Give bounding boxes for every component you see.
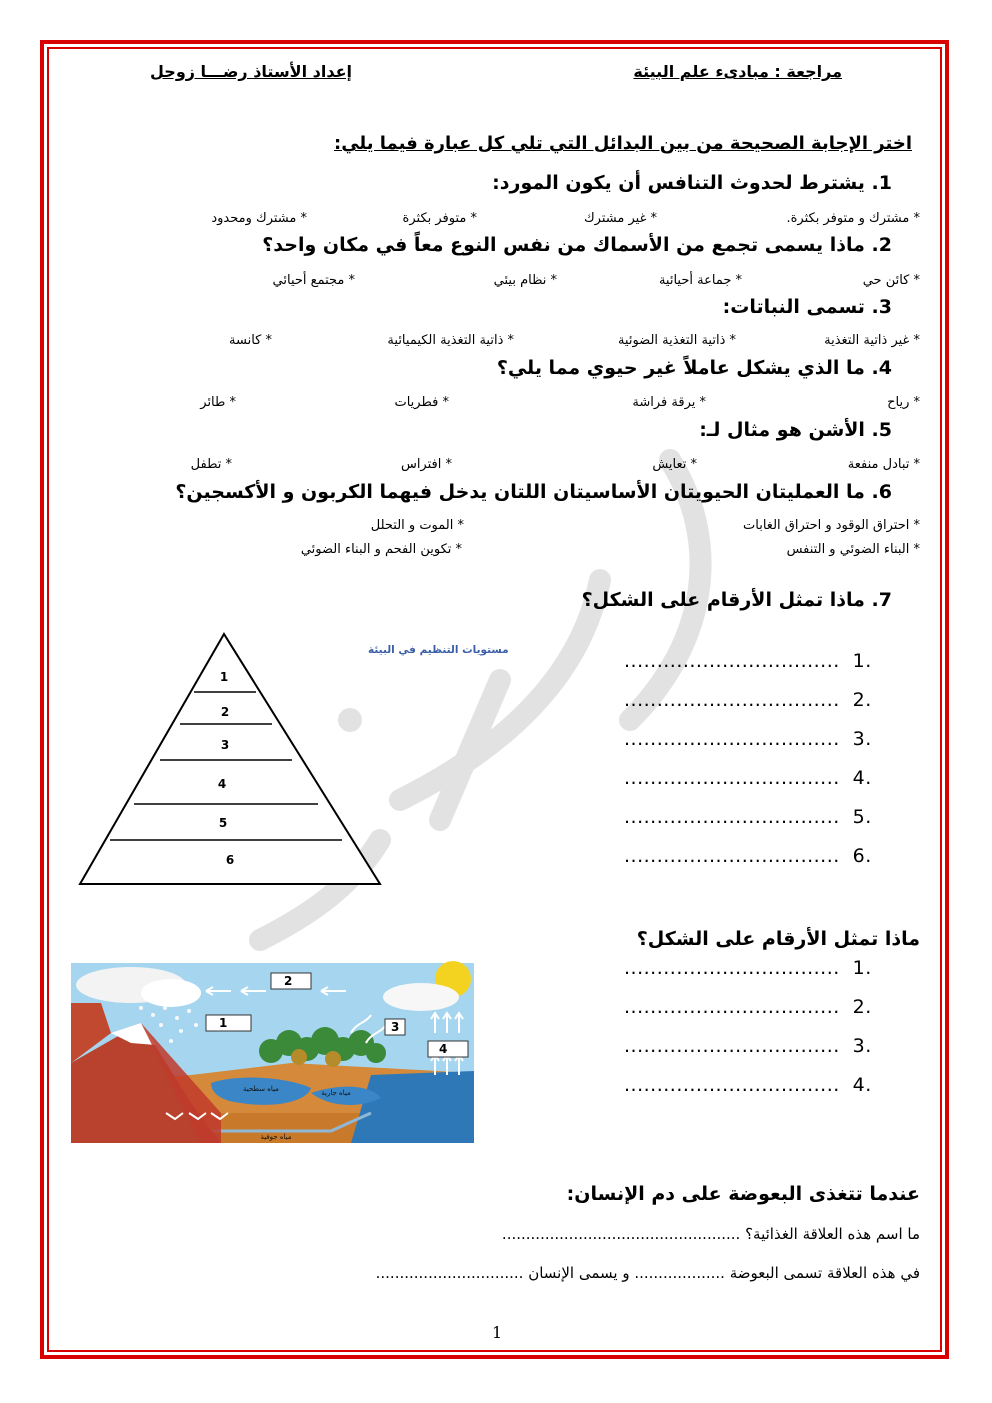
pyramid-title: مستويات التنظيم في البيئة <box>368 644 509 656</box>
water-cycle-box-3: 3 <box>391 1020 400 1034</box>
organization-pyramid <box>76 630 509 890</box>
question-4: 4. ما الذي يشكل عاملاً غير حيوي مما يلي؟ <box>496 357 892 379</box>
q3-option-d: * كانسة <box>229 333 272 348</box>
header-title: مراجعة : مبادىء علم البيئة <box>633 62 842 81</box>
q7-blank-5[interactable]: ................................. 5. <box>624 806 872 828</box>
question-8: ماذا تمثل الأرقام على الشكل؟ <box>636 928 920 950</box>
pyramid-level-6: 6 <box>225 853 235 867</box>
q5-option-c: * افتراس <box>400 457 452 472</box>
q7-blank-2[interactable]: ................................. 2. <box>624 689 872 711</box>
q8-blank-4[interactable]: ................................. 4. <box>624 1074 872 1096</box>
q4-option-d: * طائر <box>200 395 236 410</box>
mosquito-line-2[interactable]: في هذه العلاقة تسمى البعوضة ................... و يسمى الإنسان ............................... <box>375 1264 920 1282</box>
q6-option-d: * تكوين الفحم و البناء الضوئي <box>300 542 462 557</box>
q8-blank-2[interactable]: ................................. 2. <box>624 996 872 1018</box>
q7-blank-4[interactable]: ................................. 4. <box>624 767 872 789</box>
mosquito-line-1[interactable]: ما اسم هذه العلاقة الغذائية؟ .................................................. <box>501 1225 920 1243</box>
q3-option-b: * ذاتية التغذية الضوئية <box>617 333 736 348</box>
water-cycle-box-2: 2 <box>284 974 293 988</box>
q5-option-d: * تطفل <box>190 457 232 472</box>
q1-option-d: * مشترك ومحدود <box>211 211 307 226</box>
q1-option-c: * متوفر بكثرة <box>402 211 477 226</box>
instructions: اختر الإجابة الصحيحة من بين البدائل التي تلي كل عبارة فيما يلي: <box>334 133 912 154</box>
water-cycle-box-1: 1 <box>219 1016 228 1030</box>
q4-option-b: * يرقة فراشة <box>632 395 706 410</box>
q4-option-a: * رياح <box>887 395 920 410</box>
q6-option-a: * احتراق الوقود و احتراق الغابات <box>743 518 920 533</box>
question-3: 3. تسمى النباتات: <box>722 296 892 318</box>
q6-option-c: * البناء الضوئي و التنفس <box>786 542 920 557</box>
question-5: 5. الأشن هو مثال لـ: <box>699 419 892 441</box>
q8-blank-3[interactable]: ................................. 3. <box>624 1035 872 1057</box>
q1-option-b: * غير مشترك <box>583 211 657 226</box>
q2-option-c: * نظام بيئي <box>493 273 557 288</box>
water-cycle-diagram <box>71 963 474 1143</box>
q3-option-c: * ذاتية التغذية الكيميائية <box>387 333 514 348</box>
q5-option-b: * تعايش <box>652 457 697 472</box>
pyramid-level-5: 5 <box>218 816 228 830</box>
label-surface-water: مياه سطحية <box>243 1085 279 1093</box>
q7-blank-1[interactable]: ................................. 1. <box>624 650 872 672</box>
q5-option-a: * تبادل منفعة <box>847 457 920 472</box>
water-cycle-box-4: 4 <box>439 1042 448 1056</box>
q7-blank-3[interactable]: ................................. 3. <box>624 728 872 750</box>
pyramid-level-3: 3 <box>220 738 230 752</box>
pyramid-level-4: 4 <box>217 777 227 791</box>
pyramid-level-1: 1 <box>219 670 229 684</box>
q2-option-b: * جماعة أحيائية <box>658 273 742 288</box>
question-2: 2. ماذا يسمى تجمع من الأسماك من نفس النوع معاً في مكان واحد؟ <box>262 234 892 256</box>
q7-blank-6[interactable]: ................................. 6. <box>624 845 872 867</box>
label-groundwater: مياه جوفية <box>260 1133 292 1141</box>
page-number: 1 <box>492 1323 503 1342</box>
mosquito-question: عندما تتغذى البعوضة على دم الإنسان: <box>566 1183 920 1205</box>
question-7: 7. ماذا تمثل الأرقام على الشكل؟ <box>581 589 892 611</box>
label-running-water: مياه جارية <box>321 1089 351 1097</box>
pyramid-level-2: 2 <box>220 705 230 719</box>
q1-option-a: * مشترك و متوفر بكثرة. <box>786 211 920 226</box>
q3-option-a: * غير ذاتية التغذية <box>824 333 920 348</box>
q2-option-a: * كائن حي <box>862 273 920 288</box>
question-6: 6. ما العمليتان الحيويتان الأساسيتان اللتان يدخل فيهما الكربون و الأكسجين؟ <box>175 481 892 503</box>
question-1: 1. يشترط لحدوث التنافس أن يكون المورد: <box>492 172 892 194</box>
header-author: إعداد الأستاذ رضـــا زوحل <box>150 62 352 81</box>
q6-option-b: * الموت و التحلل <box>370 518 464 533</box>
q2-option-d: * مجتمع أحيائي <box>272 273 355 288</box>
q4-option-c: * فطريات <box>394 395 449 410</box>
q8-blank-1[interactable]: ................................. 1. <box>624 957 872 979</box>
